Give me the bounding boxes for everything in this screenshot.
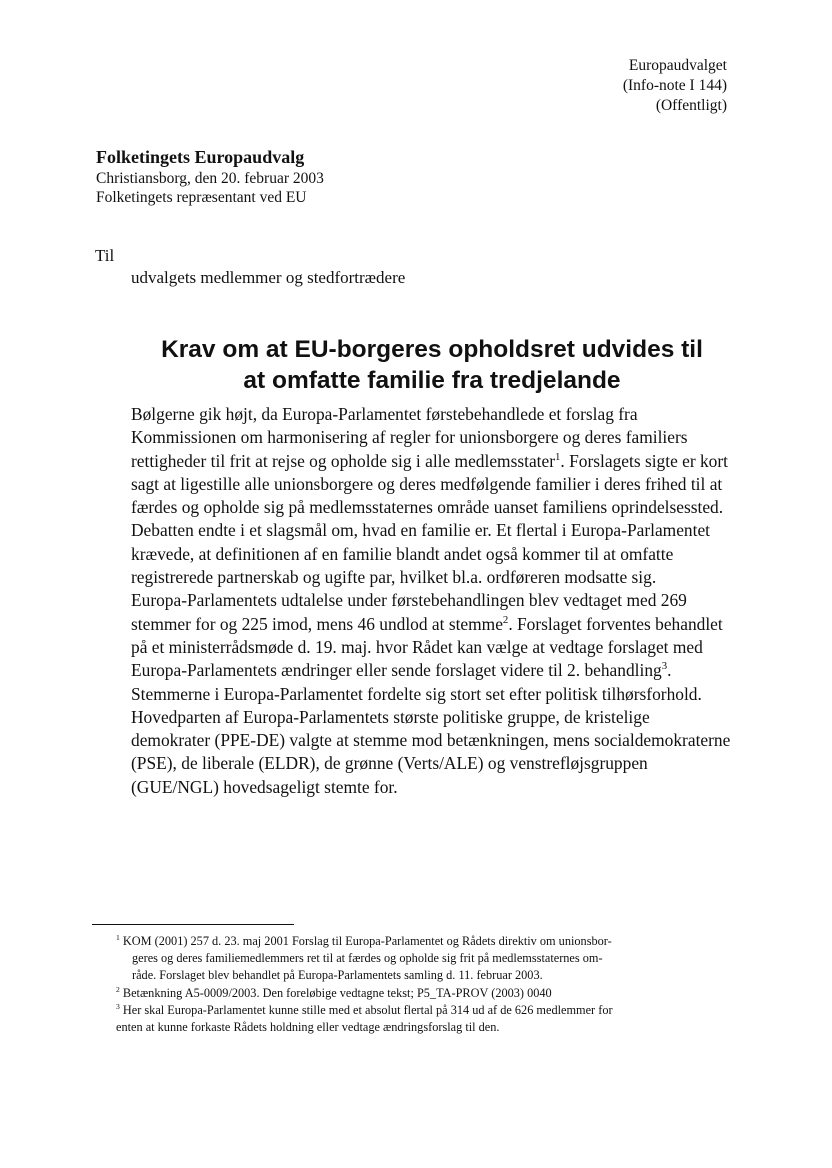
sender-org: Folketingets Europaudvalg (96, 147, 305, 167)
public-status: (Offentligt) (655, 97, 727, 114)
footnote-3: $^3$ Her skal Europa-Parlamentet kunne stille med et absolut flertal på 314 ud af de 626 medlemmer for enten at kunne forkaste Rådets holdning eller vedtage ændringsforslag til den. (116, 1001, 613, 1035)
place-date: Christiansborg, den 20. februar 2003 (96, 170, 324, 187)
committee-name: Europaudvalget (628, 57, 727, 74)
paragraph-3: Stemmerne i Europa-Parlamentet fordelte sig stort set efter politisk tilhørsforhold. Hovedparten af Europa-Parlamentets største politiske gruppe, de kristelige demokrater (PPE-DE) valgte at stemme mod betænkningen, mens socialdemokraterne (PSE), de liberale (ELDR), de grønne (Verts/ALE) og venstrefløjsgruppen (GUE/NGL) hovedsageligt stemte for. (131, 683, 731, 797)
paragraph-2: Europa-Parlamentets udtalelse under førstebehandlingen blev vedtaget med 269 stemmer for og 225 imod, mens 46 undlod at stemme$^2$. Forslaget forventes behandlet på et ministerrådsmøde d. 19. maj. hvor Rådet kan vælge at vedtage forslaget med Europa-Parlamentets ændringer eller sende forslaget videre til 2. behandling$^3$. (131, 590, 723, 681)
footnote-2: $^2$ Betænkning A5-0009/2003. Den foreløbige vedtagne tekst; P5_TA-PROV (2003) 0040 (116, 984, 552, 1000)
recipient-text: udvalgets medlemmer og stedfortrædere (131, 268, 406, 287)
footnote-separator (92, 924, 294, 925)
title-line-1: Krav om at EU-borgeres opholdsret udvides til (161, 336, 703, 363)
document-classification (623, 56, 727, 116)
sender-representative: Folketingets repræsentant ved EU (96, 189, 307, 206)
sender-block (96, 145, 324, 207)
title-line-2: at omfatte familie fra tredjelande (243, 367, 621, 394)
footnote-ref-2: 2 (502, 613, 509, 626)
footnote-1: $^1$ KOM (2001) 257 d. 23. maj 2001 Forslag til Europa-Parlamentet og Rådets direktiv om unionsbor- geres og deres familiemedlemmers ret til at færdes og opholde sig frit på medlemsstaternes om- råde. Forslaget blev behandlet på Europa-Parlamentets samling d. 11. februar 2003. (116, 932, 612, 983)
footnotes (116, 933, 734, 1036)
info-note-number: (Info-note I 144) (622, 77, 727, 94)
body-text (131, 403, 731, 799)
recipient-label: Til (95, 246, 115, 265)
document-title (96, 334, 768, 396)
footnote-ref-3: 3 (661, 660, 668, 673)
paragraph-1: Bølgerne gik højt, da Europa-Parlamentet førstebehandlede et forslag fra Kommissionen om harmonisering af regler for unionsborgere og deres familiers rettigheder til frit at rejse og opholde sig i alle medlemsstater$^1$. Forslagets sigte er kort sagt at ligestille alle unionsborgere og deres medfølgende familier i deres frihed til at færdes og opholde sig på medlemsstaternes område uanset familiens oprindelsessted. Debatten endte i et slagsmål om, hvad en familie er. Et flertal i Europa-Parlamentet krævede, at definitionen af en familie blandt andet også kommer til at omfatte registrerede partnerskab og ugifte par, hvilket bl.a. ordføreren modsatte sig. (131, 404, 729, 588)
footnote-ref-1: 1 (555, 450, 561, 463)
